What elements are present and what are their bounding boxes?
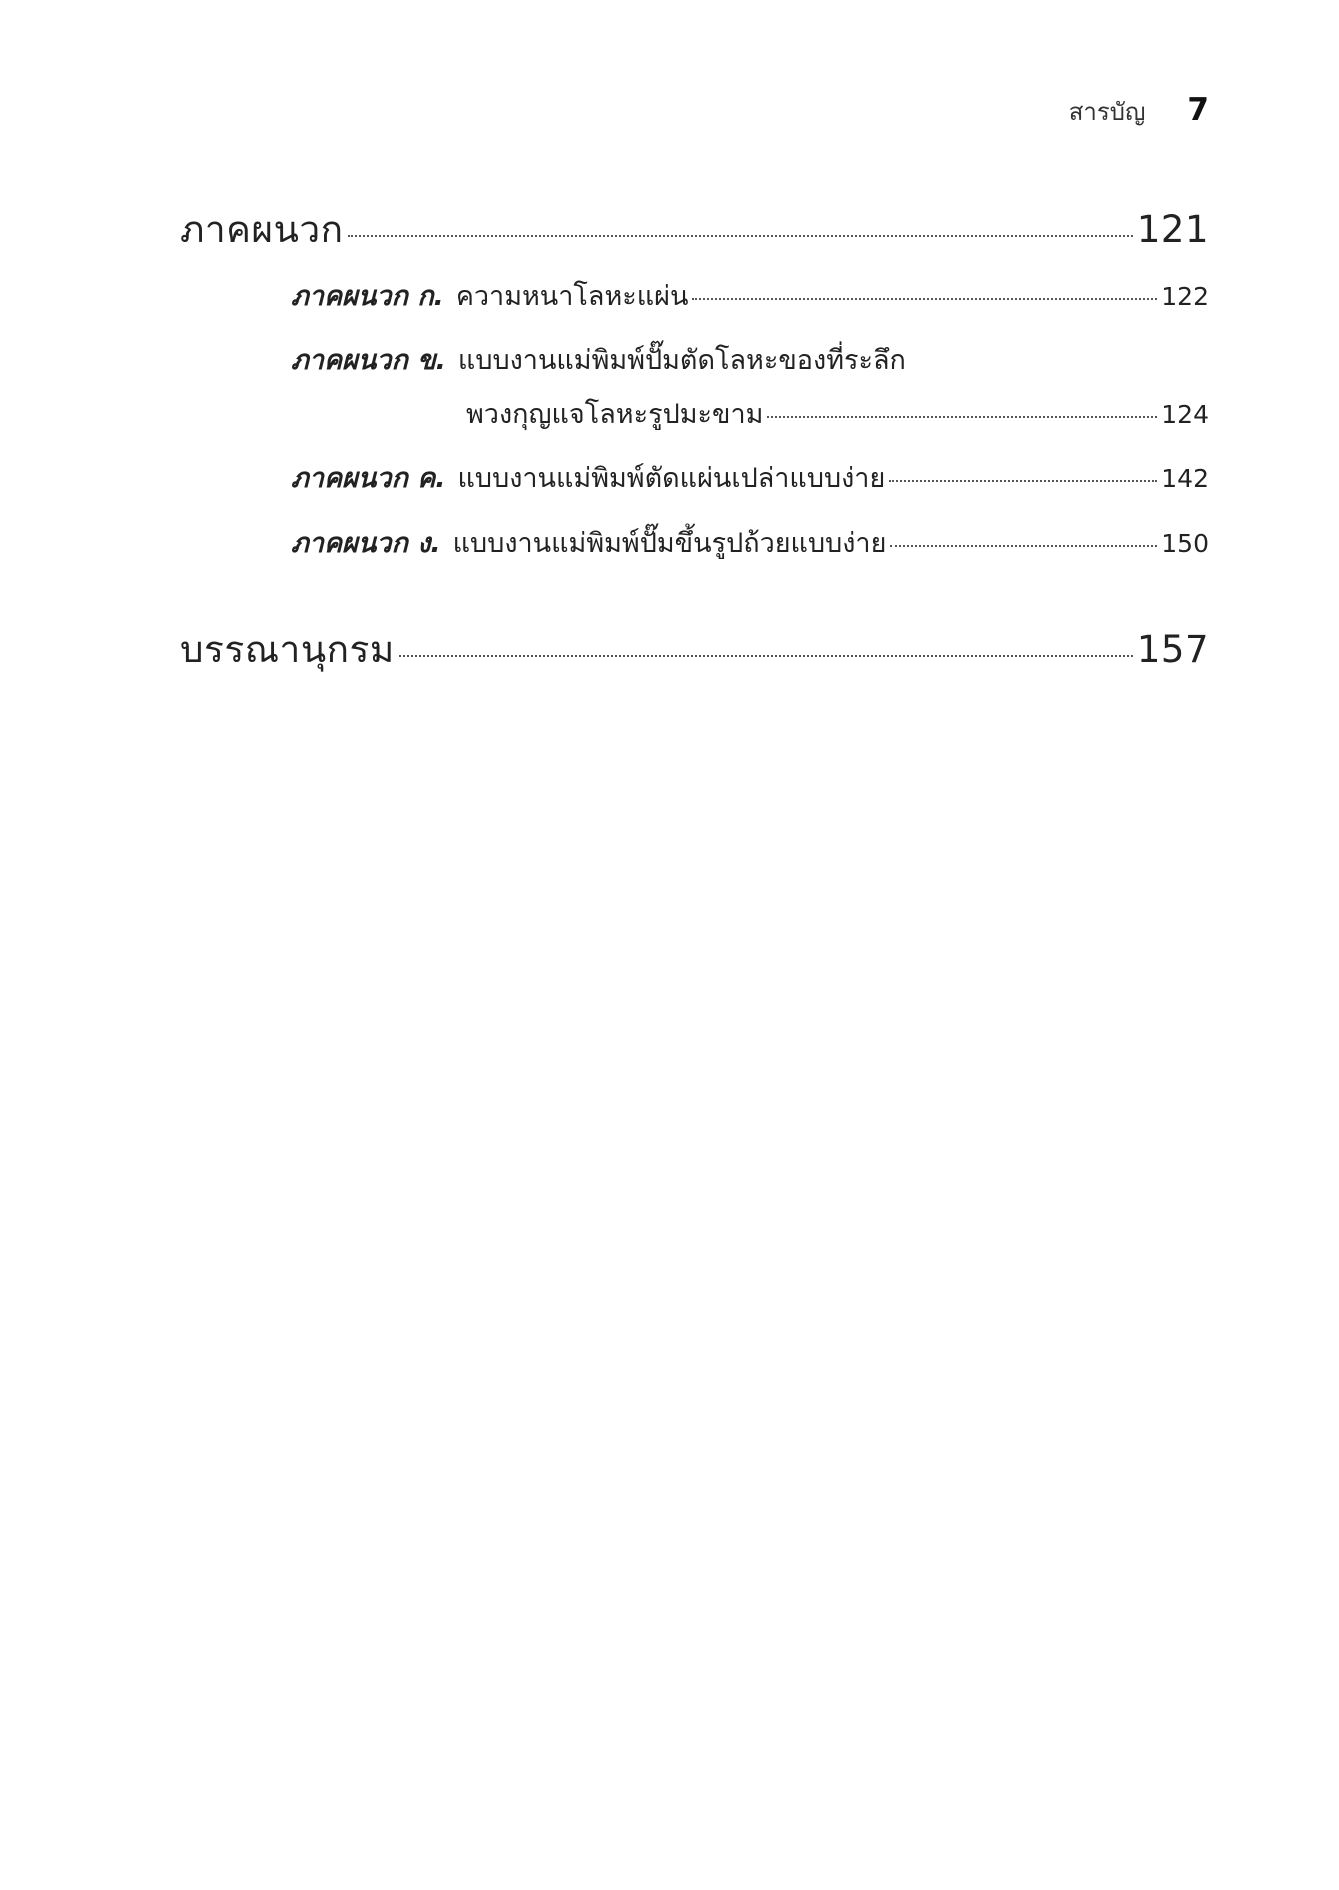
toc-subentry-page: 150	[1161, 529, 1209, 558]
toc-subentry-title: แบบงานแม่พิมพ์ตัดแผ่นเปล่าแบบง่าย	[457, 463, 886, 494]
dot-leader	[890, 545, 1157, 547]
dot-leader	[889, 480, 1157, 482]
toc-entry-appendix[interactable]	[180, 200, 1209, 259]
toc-subentry-title: แบบงานแม่พิมพ์ปั๊มตัดโลหะของที่ระลึก	[457, 345, 906, 376]
toc-entry-bibliography[interactable]	[180, 620, 1209, 679]
toc-subentry-title: ความหนาโลหะแผ่น	[455, 281, 689, 312]
dot-leader	[399, 655, 1133, 657]
toc-subentry-title: แบบงานแม่พิมพ์ปั๊มขึ้นรูปถ้วยแบบง่าย	[452, 528, 887, 559]
dot-leader	[767, 416, 1157, 418]
toc-entry-title: ภาคผนวก	[180, 208, 344, 251]
dot-leader	[692, 298, 1157, 300]
toc-subentry-page: 142	[1161, 464, 1209, 493]
page-number: 7	[1187, 92, 1209, 128]
toc-subentry-code: ภาคผนวก ค.	[291, 463, 446, 494]
toc-subentry-b[interactable]	[291, 338, 1209, 381]
toc-subentry-c[interactable]	[291, 456, 1209, 499]
toc-subentry-code: ภาคผนวก ก.	[291, 281, 444, 312]
page-header	[1069, 92, 1209, 131]
toc-subentry-page: 124	[1161, 400, 1209, 429]
toc-subentry-code: ภาคผนวก ข.	[291, 345, 446, 376]
toc-subentry-code: ภาคผนวก ง.	[291, 528, 441, 559]
toc-subentry-page: 122	[1161, 282, 1209, 311]
toc-subentry-b-continuation[interactable]	[466, 392, 1209, 435]
toc-subentry-title-continued: พวงกุญแจโลหะรูปมะขาม	[466, 399, 764, 430]
toc-subentry-a[interactable]	[291, 274, 1209, 317]
toc-entry-page: 157	[1136, 628, 1209, 671]
toc-entry-page: 121	[1136, 208, 1209, 251]
toc-entry-title: บรรณานุกรม	[180, 628, 395, 671]
toc-subentry-d[interactable]	[291, 521, 1209, 564]
dot-leader	[348, 235, 1133, 237]
running-header-title: สารบัญ	[1068, 98, 1146, 126]
